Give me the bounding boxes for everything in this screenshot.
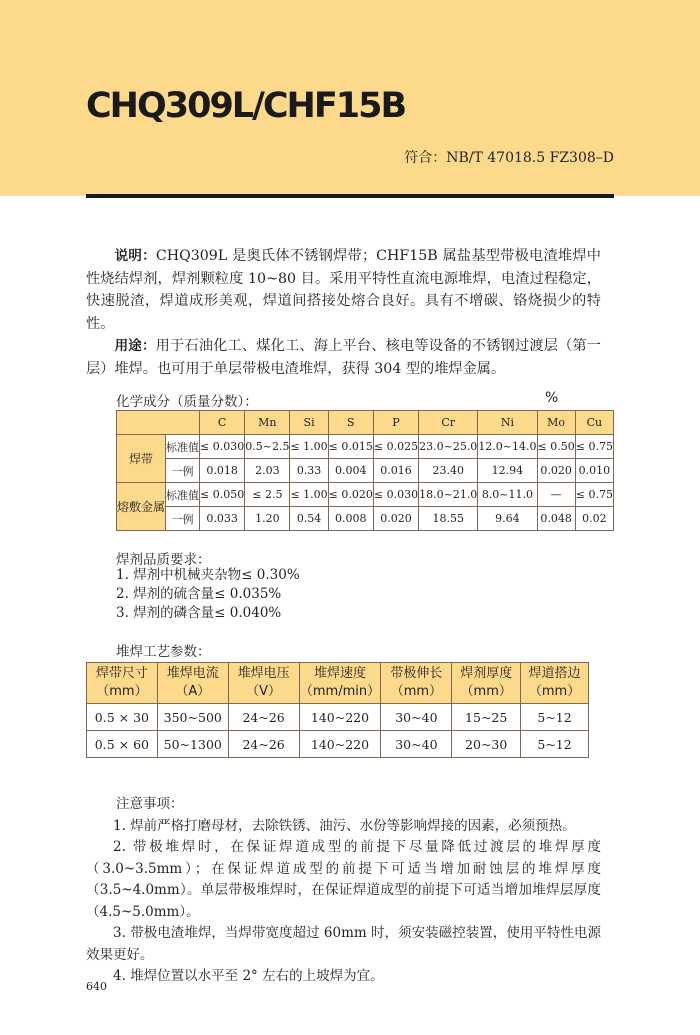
table-cell: 24~26 (228, 704, 299, 731)
col-header (521, 663, 589, 704)
table-cell: 23.0~25.0 (419, 435, 478, 459)
table-cell: 12.0~14.0 (478, 435, 537, 459)
table-cell: 0.54 (290, 507, 328, 531)
table-cell: 18.0~21.0 (419, 483, 478, 507)
table-cell: 0.020 (373, 507, 418, 531)
table-row (117, 507, 614, 531)
description-paragraph (86, 245, 601, 335)
header-name: 焊剂厚度 (460, 666, 513, 681)
chemistry-table (116, 410, 614, 531)
table-cell: 1.20 (245, 507, 290, 531)
header-unit: （mm） (528, 684, 581, 699)
header-unit: （mm） (96, 684, 148, 699)
table-cell: ≤ 0.75 (575, 483, 613, 507)
process-header-row (87, 663, 589, 704)
notes-section (86, 794, 601, 988)
table-cell: 0.02 (575, 507, 613, 531)
table-row (87, 704, 589, 731)
table-cell: ≤ 2.5 (245, 483, 290, 507)
header-name: 带极伸长 (390, 666, 443, 681)
process-table (86, 662, 589, 758)
list-item: 3. 焊剂的磷含量≤ 0.040% (116, 605, 282, 621)
table-cell: 0.018 (200, 459, 245, 483)
table-cell: 0.048 (537, 507, 575, 531)
header-name: 堆焊电流 (166, 666, 219, 681)
header-unit: （mm/min） (299, 684, 381, 699)
table-cell: ≤ 1.00 (290, 435, 328, 459)
note-item: 3. 带极电渣堆焊，当焊带宽度超过 60mm 时，须安装磁控装置，使用平特性电源效果更好。 (86, 925, 601, 963)
table-cell: 0.033 (200, 507, 245, 531)
note-item: 4. 堆焊位置以水平至 2° 左右的上坡焊为宜。 (113, 968, 384, 984)
col-header: Mn (245, 411, 290, 435)
col-header (228, 663, 299, 704)
table-cell: 5~12 (521, 731, 589, 758)
row-label: 一例 (166, 507, 200, 531)
group-label: 熔敷金属 (117, 483, 166, 531)
table-cell: 24~26 (228, 731, 299, 758)
description-text: CHQ309L 是奥氏体不锈钢焊带；CHF15B 属盐基型带极电渣堆焊中性烧结焊剂，焊剂颗粒度 10~80 目。采用平特性直流电源堆焊，电渣过程稳定，快速脱渣，焊道成形美观，焊道间搭接处熔合良好。具有不增碳、铬烧损少的特性。 (86, 248, 601, 332)
table-cell: 140~220 (299, 731, 381, 758)
table-cell: ≤ 0.50 (537, 435, 575, 459)
col-header: Mo (537, 411, 575, 435)
table-cell: 5~12 (521, 704, 589, 731)
col-header (157, 663, 228, 704)
table-cell: 30~40 (381, 731, 452, 758)
table-cell: 50~1300 (157, 731, 228, 758)
table-cell: ≤ 0.025 (373, 435, 418, 459)
table-cell: 12.94 (478, 459, 537, 483)
header-unit: （mm） (390, 684, 443, 699)
notes-title: 注意事项： (116, 796, 184, 812)
flux-quality-title: 焊剂品质要求： (116, 552, 211, 568)
table-cell: 0.5~2.5 (245, 435, 290, 459)
process-title: 堆焊工艺参数： (116, 644, 211, 660)
table-row (87, 731, 589, 758)
col-header: P (373, 411, 418, 435)
product-title: CHQ309L/CHF15B (86, 86, 406, 126)
chemistry-title: 化学成分（质量分数）： (116, 394, 258, 410)
table-cell: 18.55 (419, 507, 478, 531)
chemistry-header-row (117, 411, 614, 435)
table-cell: 0.020 (537, 459, 575, 483)
table-cell: ≤ 0.050 (200, 483, 245, 507)
table-cell: 0.5 × 60 (87, 731, 158, 758)
table-cell: 9.64 (478, 507, 537, 531)
table-cell: 30~40 (381, 704, 452, 731)
col-header: Si (290, 411, 328, 435)
note-item: 2. 带极堆焊时，在保证焊道成型的前提下尽量降低过渡层的堆焊厚度（3.0~3.5mm）；在保证焊道成型的前提下可适当增加耐蚀层的堆焊厚度（3.5~4.0mm）。单层带极堆焊时，在保证焊道成型的前提下可适当增加堆焊层厚度（4.5~5.0mm）。 (86, 839, 601, 920)
table-cell: 0.33 (290, 459, 328, 483)
usage-label: 用途： (114, 338, 156, 354)
list-item: 1. 焊剂中机械夹杂物≤ 0.30% (116, 567, 300, 583)
header-unit: （A） (175, 684, 211, 699)
col-header: S (328, 411, 373, 435)
col-header (381, 663, 452, 704)
table-cell: ≤ 0.030 (373, 483, 418, 507)
group-label: 焊带 (117, 435, 166, 483)
header-empty-cell (117, 411, 200, 435)
col-header (452, 663, 521, 704)
table-cell: 0.008 (328, 507, 373, 531)
note-item: 1. 焊前严格打磨母材，去除铁锈、油污、水份等影响焊接的因素，必须预热。 (113, 817, 576, 834)
table-cell: — (537, 483, 575, 507)
table-cell: 15~25 (452, 704, 521, 731)
table-row (117, 435, 614, 459)
page-number: 640 (86, 980, 107, 993)
row-label: 一例 (166, 459, 200, 483)
header-name: 堆焊电压 (237, 666, 290, 681)
col-header: Cr (419, 411, 478, 435)
header-unit: （V） (246, 684, 282, 699)
table-cell: ≤ 0.030 (200, 435, 245, 459)
flux-quality-list (116, 566, 300, 623)
table-cell: 23.40 (419, 459, 478, 483)
table-cell: 0.5 × 30 (87, 704, 158, 731)
list-item: 2. 焊剂的硫含量≤ 0.035% (116, 586, 282, 602)
table-cell: ≤ 0.015 (328, 435, 373, 459)
table-cell: ≤ 0.020 (328, 483, 373, 507)
col-header: Ni (478, 411, 537, 435)
row-label: 标准值 (166, 435, 200, 459)
standard-reference: 符合：NB/T 47018.5 FZ308–D (404, 150, 614, 166)
table-cell: 0.016 (373, 459, 418, 483)
usage-text: 用于石油化工、煤化工、海上平台、核电等设备的不锈钢过渡层（第一层）堆焊。也可用于单层带极电渣堆焊，获得 304 型的堆焊金属。 (86, 338, 601, 377)
table-cell: 350~500 (157, 704, 228, 731)
col-header (87, 663, 158, 704)
chemistry-unit: % (545, 390, 559, 406)
table-cell: 0.004 (328, 459, 373, 483)
table-cell: ≤ 0.75 (575, 435, 613, 459)
table-row (117, 483, 614, 507)
header-name: 焊道搭边 (528, 666, 581, 681)
header-name: 堆焊速度 (313, 666, 366, 681)
header-unit: （mm） (460, 684, 512, 699)
col-header (299, 663, 381, 704)
table-row (117, 459, 614, 483)
table-cell: 8.0~11.0 (478, 483, 537, 507)
table-cell: ≤ 1.00 (290, 483, 328, 507)
col-header: C (200, 411, 245, 435)
table-cell: 140~220 (299, 704, 381, 731)
header-rule (86, 194, 614, 198)
table-cell: 0.010 (575, 459, 613, 483)
table-cell: 2.03 (245, 459, 290, 483)
description-label: 说明： (114, 248, 156, 264)
usage-paragraph (86, 335, 601, 380)
table-cell: 20~30 (452, 731, 521, 758)
row-label: 标准值 (166, 483, 200, 507)
col-header: Cu (575, 411, 613, 435)
header-name: 焊带尺寸 (95, 666, 148, 681)
